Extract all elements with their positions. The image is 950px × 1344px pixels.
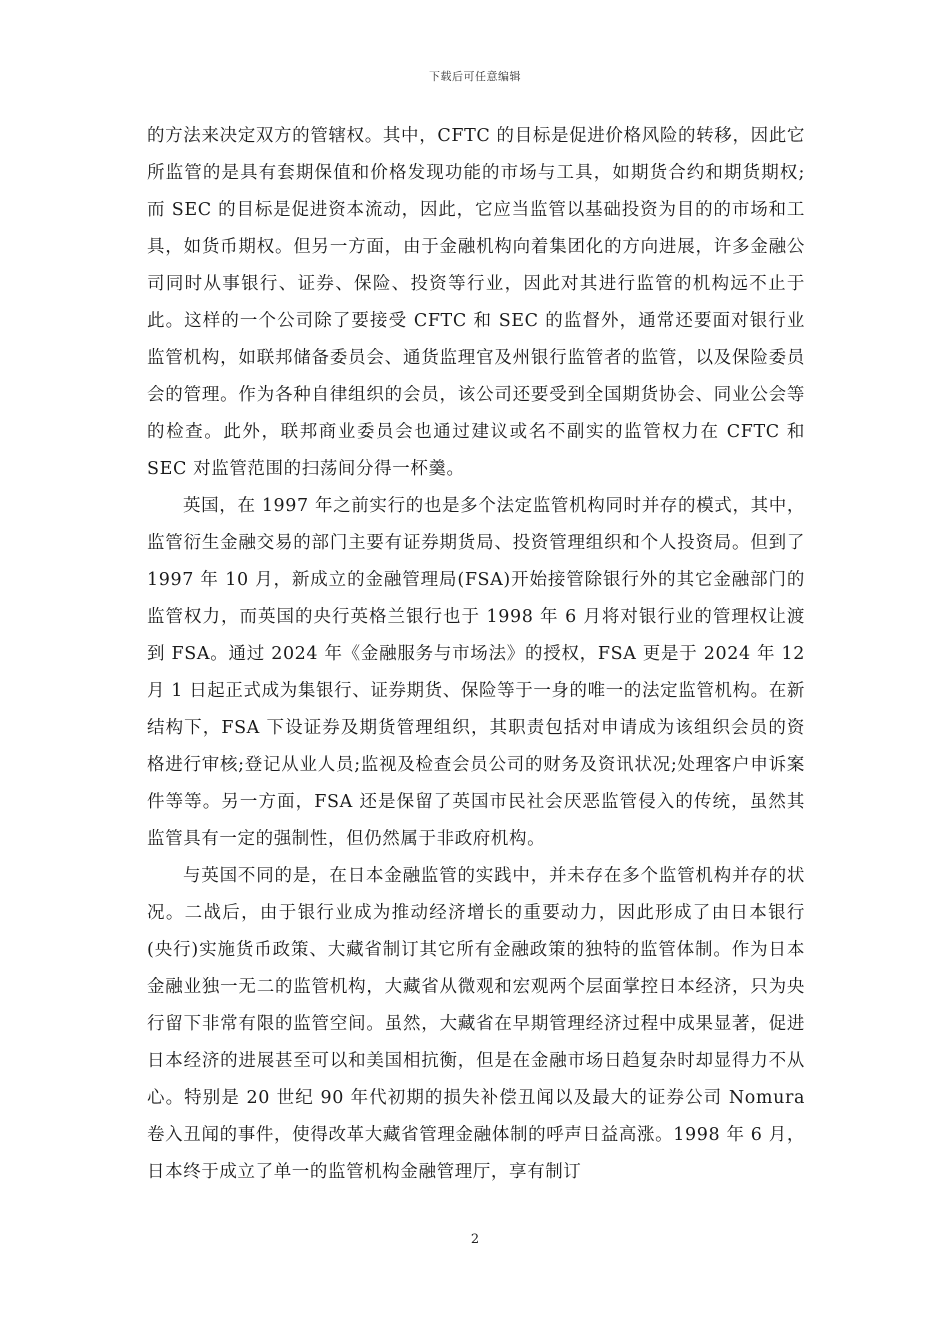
paragraph-japan: 与英国不同的是，在日本金融监管的实践中，并未存在多个监管机构并存的状况。二战后，由于银行业成为推动经济增长的重要动力，因此形成了由日本银行(央行)实施货币政策、大藏省制订其它所有金融政策的独特的监管体制。作为日本金融业独一无二的监管机构，大藏省从微观和宏观两个层面掌控日本经济，只为央行留下非常有限的监管空间。虽然，大藏省在早期管理经济过程中成果显著，促进日本经济的进展甚至可以和美国相抗衡，但是在金融市场日趋复杂时却显得力不从心。特别是 20 世纪 90 年代初期的损失补偿丑闻以及最大的证券公司 Nomura 卷入丑闻的事件，使得改革大藏省管理金融体制的呼声日益高涨。1998 年 6 月，日本终于成立了单一的监管机构金融管理厅，享有制订 (147, 866, 805, 1182)
page-header: 下载后可任意编辑 (429, 70, 521, 83)
page-number: 2 (470, 1232, 480, 1247)
paragraph-uk-fsa: 英国，在 1997 年之前实行的也是多个法定监管机构同时并存的模式，其中，监管衍生金融交易的部门主要有证券期货局、投资管理组织和个人投资局。但到了 1997 年 10 月，新成立的金融管理局(FSA)开始接管除银行外的其它金融部门的监管权力，而英国的央行英格兰银行也于 1998 年 6 月将对银行业的管理权让渡到 FSA。通过 2024 年《金融服务与市场法》的授权，FSA 更是于 2024 年 12 月 1 日起正式成为集银行、证券期货、保险等于一身的唯一的法定监管机构。在新结构下，FSA 下设证券及期货管理组织，其职责包括对申请成为该组织会员的资格进行审核;登记从业人员;监视及检查会员公司的财务及资讯状况;处理客户申诉案件等等。另一方面，FSA 还是保留了英国市民社会厌恶监管侵入的传统，虽然其监管具有一定的强制性，但仍然属于非政府机构。 (147, 496, 805, 849)
paragraph-cftc-sec: 的方法来决定双方的管辖权。其中，CFTC 的目标是促进价格风险的转移，因此它所监管的是具有套期保值和价格发现功能的市场与工具，如期货合约和期货期权;而 SEC 的目标是促进资本流动，因此，它应当监管以基础投资为目的的市场和工具，如货币期权。但另一方面，由于金融机构向着集团化的方向进展，许多金融公司同时从事银行、证券、保险、投资等行业，因此对其进行监管的机构远不止于此。这样的一个公司除了要接受 CFTC 和 SEC 的监督外，通常还要面对银行业监管机构，如联邦储备委员会、通货监理官及州银行监管者的监管，以及保险委员会的管理。作为各种自律组织的会员，该公司还要受到全国期货协会、同业公会等的检查。此外，联邦商业委员会也通过建议或名不副实的监管权力在 CFTC 和 SEC 对监管范围的扫荡间分得一杯羹。 (147, 126, 805, 479)
document-body (147, 118, 805, 1191)
